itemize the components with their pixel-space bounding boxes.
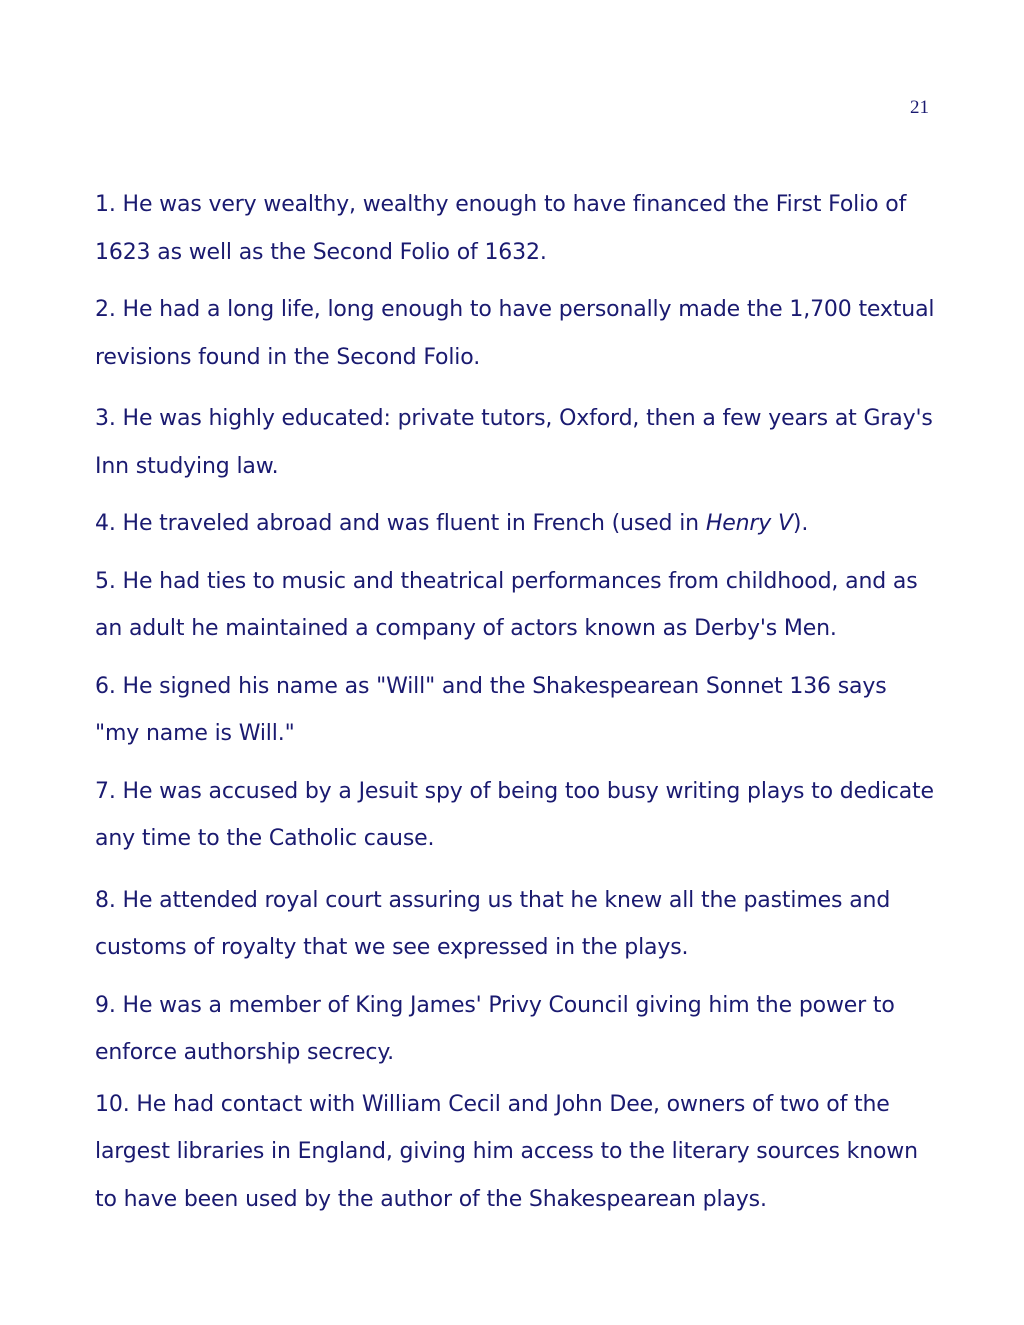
list-item-1 bbox=[95, 181, 935, 276]
item-number: 2. bbox=[95, 297, 116, 322]
list-item-2 bbox=[95, 286, 935, 381]
item-text: He was very wealthy, wealthy enough to have financed the First Folio of 1623 as well as the Second Folio of 1632. bbox=[95, 192, 907, 265]
list-item-8 bbox=[95, 877, 935, 972]
list-item-5 bbox=[95, 558, 935, 653]
item-text: He had ties to music and theatrical performances from childhood, and as an adult he maintained a company of actors known as Derby's Men. bbox=[95, 568, 918, 641]
item-text-after: ). bbox=[792, 511, 809, 536]
list-item-9 bbox=[95, 982, 935, 1077]
item-text: He traveled abroad and was fluent in French (used in bbox=[122, 511, 706, 536]
list-item-10 bbox=[95, 1081, 935, 1224]
item-number: 3. bbox=[95, 406, 116, 431]
item-number: 4. bbox=[95, 511, 116, 536]
item-number: 8. bbox=[95, 887, 116, 913]
page-number: 21 bbox=[910, 97, 929, 118]
item-text: He had contact with William Cecil and John Dee, owners of two of the largest libraries in England, giving him access to the literary sources known to have been used by the author of the Shakespearean plays. bbox=[95, 1091, 918, 1212]
item-number: 10. bbox=[95, 1091, 130, 1117]
list-item-3 bbox=[95, 395, 935, 490]
list-item-6 bbox=[95, 663, 935, 758]
list-item-7 bbox=[95, 768, 935, 863]
item-text: He signed his name as "Will" and the Shakespearean Sonnet 136 says "my name is Will." bbox=[95, 673, 887, 746]
item-number: 7. bbox=[95, 778, 116, 804]
numbered-list bbox=[95, 181, 935, 1223]
item-text: He was accused by a Jesuit spy of being too busy writing plays to dedicate any time to the Catholic cause. bbox=[95, 778, 934, 851]
item-number: 9. bbox=[95, 992, 116, 1018]
item-number: 1. bbox=[95, 192, 116, 217]
item-number: 6. bbox=[95, 673, 116, 699]
item-text: He was a member of King James' Privy Council giving him the power to enforce authorship secrecy. bbox=[95, 992, 895, 1065]
item-text-italic: Henry V bbox=[705, 511, 793, 536]
list-item-4 bbox=[95, 500, 935, 548]
item-text: He had a long life, long enough to have personally made the 1,700 textual revisions found in the Second Folio. bbox=[95, 297, 935, 370]
item-text: He was highly educated: private tutors, Oxford, then a few years at Gray's Inn studying law. bbox=[95, 406, 933, 479]
item-text: He attended royal court assuring us that he knew all the pastimes and customs of royalty that we see expressed in the plays. bbox=[95, 887, 891, 960]
item-number: 5. bbox=[95, 568, 116, 594]
